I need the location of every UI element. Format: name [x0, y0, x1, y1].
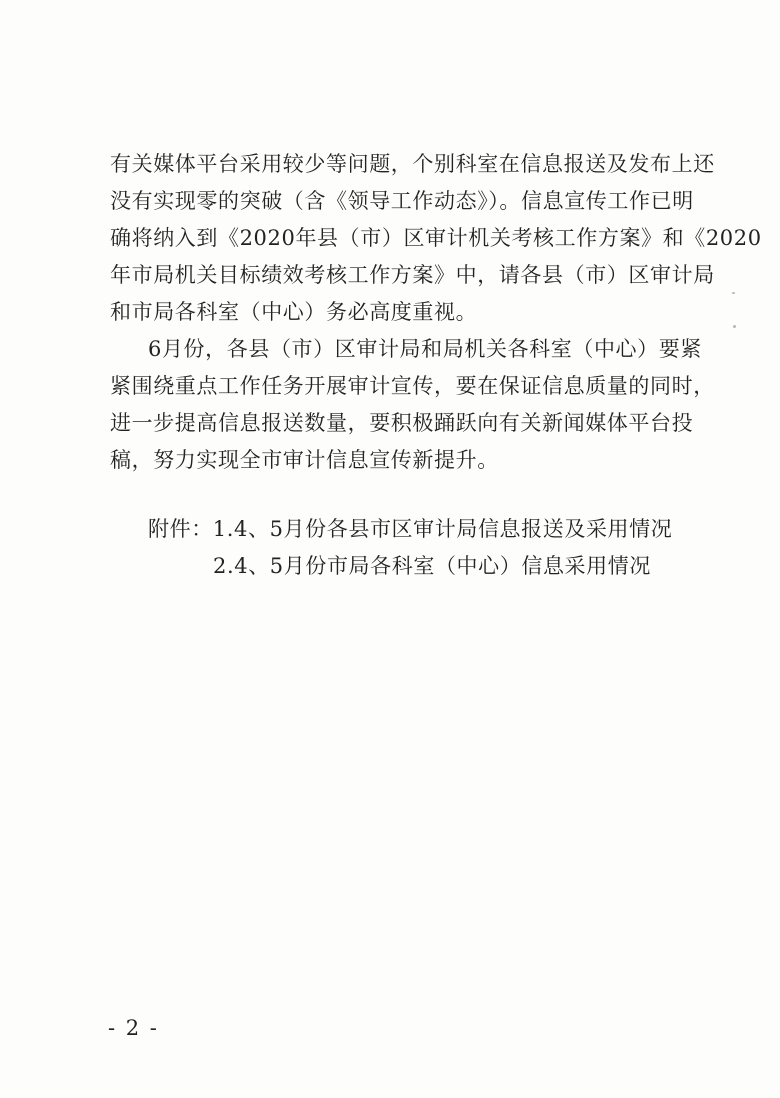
body-line-2: 没有实现零的突破（含《领导工作动态》）。信息宣传工作已明	[110, 189, 694, 213]
page-number: - 2 -	[108, 1016, 159, 1040]
body-line-8: 进一步提高信息报送数量，要积极踊跃向有关新闻媒体平台投	[110, 411, 694, 435]
attachment-line-1: 附件：1.4、5月份各县市区审计局信息报送及采用情况	[148, 517, 673, 541]
attachment-line-2: 2.4、5月份市局各科室（中心）信息采用情况	[213, 554, 651, 578]
scan-speck	[732, 292, 735, 294]
body-line-5: 和市局各科室（中心）务必高度重视。	[110, 300, 478, 324]
scan-speck	[733, 325, 736, 328]
body-line-3: 确将纳入到《2020年县（市）区审计机关考核工作方案》和《2020	[110, 226, 762, 250]
body-line-9: 稿，努力实现全市审计信息宣传新提升。	[110, 448, 499, 472]
body-line-7: 紧围绕重点工作任务开展审计宣传，要在保证信息质量的同时，	[110, 374, 715, 398]
body-line-1: 有关媒体平台采用较少等问题，个别科室在信息报送及发布上还	[110, 152, 715, 176]
body-line-4: 年市局机关目标绩效考核工作方案》中，请各县（市）区审计局	[110, 263, 715, 287]
body-line-6: 6月份，各县（市）区审计局和局机关各科室（中心）要紧	[148, 337, 702, 361]
